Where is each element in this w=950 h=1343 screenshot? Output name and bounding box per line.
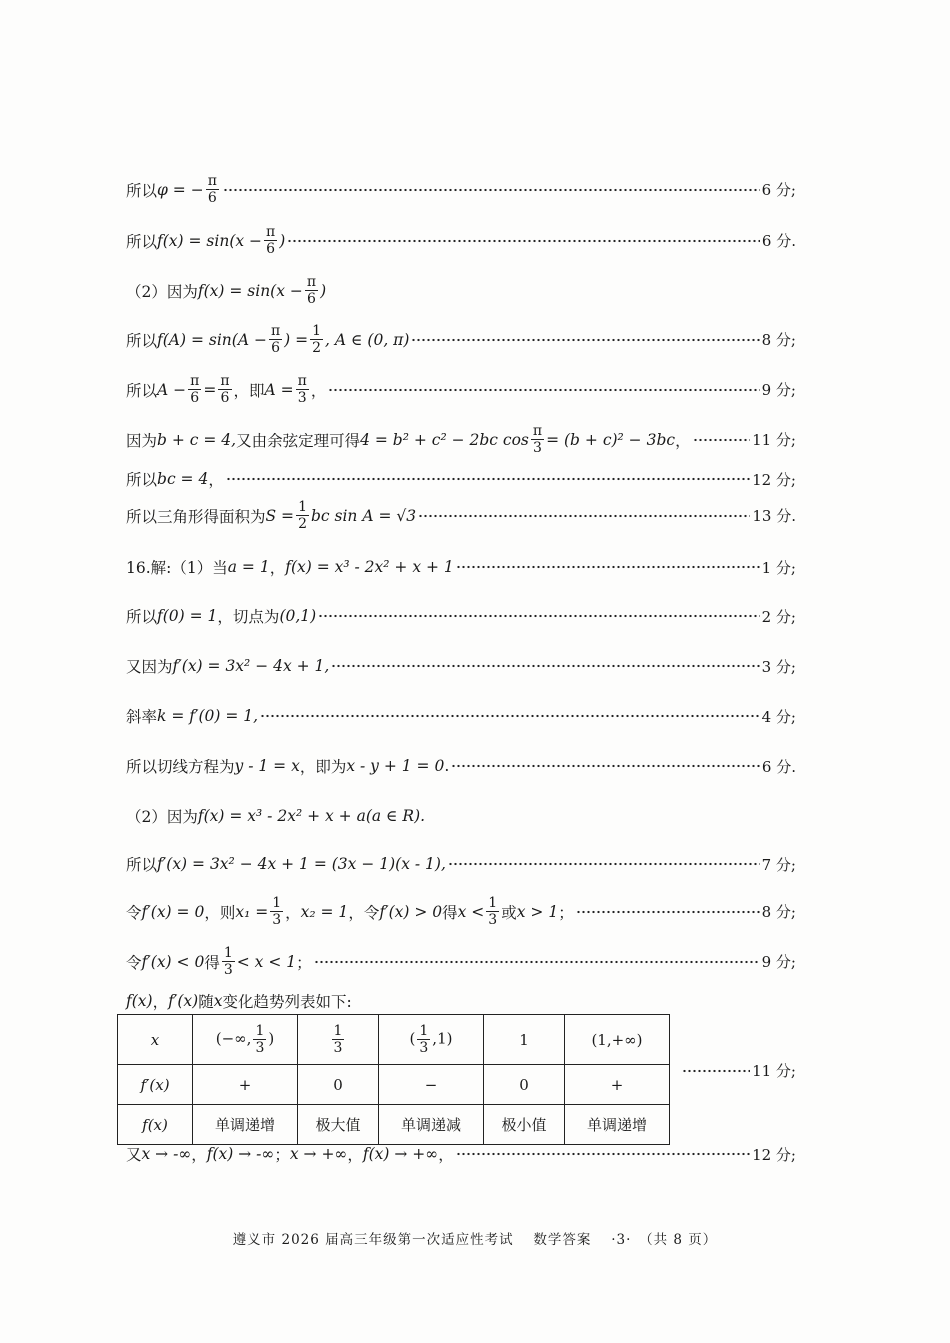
score-label: 11 分; [752,1062,796,1080]
text: 令 [126,903,142,922]
math: 4 = b² + c² − 2bc cos [360,430,529,449]
score-label: 6 分; [761,181,796,199]
math: f(x) = sin(x − [197,281,303,300]
score-label: 6 分. [761,232,796,250]
math: ) [320,281,327,300]
text: ， [269,559,286,577]
text: 所以 [126,856,158,874]
text: ，切点为 [217,608,280,626]
text: ， [285,903,301,922]
answer-line-10 [126,605,796,627]
score-label: 4 分; [761,707,796,726]
text: ， [208,471,224,489]
math: f(x) = x³ - 2x² + x + a(a ∈ R). [197,807,426,825]
text: 所以 [126,381,158,400]
text: 16.解:（1）当 [126,559,228,577]
leader-dots [331,662,759,670]
score-label: 8 分; [761,331,796,349]
text: 或 [501,903,517,922]
table-cell: + [193,1065,298,1105]
answer-line-12 [126,705,796,727]
answer-line-15 [126,853,796,875]
math: x < [457,902,485,921]
fraction: $\frac{\pi}{6}$ [270,323,281,356]
leader-dots [418,512,750,520]
text: ， [310,381,327,400]
text: 所以切线方程为 [126,758,235,776]
math: f(x) = x³ - 2x² + x + 1 [285,558,454,576]
table-cell: − [379,1065,484,1105]
table-score [680,1060,796,1081]
math: a = 1 [227,558,270,576]
text: ， [191,1146,207,1164]
score-label: 2 分; [761,607,796,626]
math: b + c = 4, [157,430,237,449]
score-label: 12 分; [752,1145,796,1164]
math: f′(x) [168,992,199,1010]
text: 所以 [126,181,158,200]
math: f(0) = 1 [157,607,218,625]
leader-dots [260,712,760,720]
answer-line-11 [126,655,796,677]
fraction: $\frac{\pi}{6}$ [190,373,200,406]
answer-line-7 [126,468,796,490]
math: bc = 4 [157,470,209,488]
score-label: 9 分; [761,381,796,399]
leader-dots [318,612,759,620]
table-header-cell: $\frac{1}{3}$ [298,1015,379,1065]
score-label: 7 分; [761,855,796,874]
math: ) = [284,330,309,349]
fraction: $\frac{\pi}{6}$ [266,224,276,257]
fraction: $\frac{\pi}{6}$ [220,373,230,406]
math: f(x) [126,992,153,1010]
table-header-cell: 1 [484,1015,565,1065]
math: x > 1 [516,902,559,921]
text: 斜率 [126,708,158,726]
leader-dots [451,762,760,770]
fraction: $\frac{\pi}{3}$ [297,373,307,406]
variation-table [117,1014,670,1145]
table-header-x: x [118,1015,193,1065]
text: 因为 [126,431,158,450]
answer-line-2 [126,225,796,256]
math: ) [279,231,286,250]
answer-line-6 [126,424,796,455]
leader-dots [456,563,760,571]
text: ； [558,903,574,922]
leader-dots [693,436,750,444]
table-cell: 单调递增 [565,1105,670,1145]
text: ， [152,993,169,1011]
score-label: 13 分. [752,507,796,525]
text: 令 [126,953,142,972]
math: f(A) = sin(A − [157,330,267,349]
text: ，则 [204,903,236,922]
fraction: $\frac{\pi}{6}$ [306,274,317,307]
text: 又 [126,1146,142,1164]
answer-line-13 [126,755,796,777]
answer-line-4 [126,324,796,355]
fraction: $\frac{1}{2}$ [298,499,307,532]
answer-line-8 [126,500,796,531]
text: 得 [442,903,458,922]
math: f′(x) > 0 [379,902,443,921]
table-cell: 0 [484,1065,565,1105]
score-label: 6 分. [761,757,796,776]
text: . [444,757,450,775]
fraction: $\frac{1}{2}$ [312,323,322,356]
table-header-cell: (1,+∞) [565,1015,670,1065]
math: A − [157,380,187,399]
math: φ = − [157,180,204,199]
fraction: $\frac{\pi}{6}$ [207,173,217,206]
math: = [203,380,217,399]
table-row [118,1065,670,1105]
answer-line-9 [126,556,796,578]
leader-dots [287,237,760,245]
table-cell: 单调递增 [193,1105,298,1145]
text: 所以 [126,232,158,251]
table-row-label: f(x) [118,1105,193,1145]
math: y - 1 = x [234,757,300,775]
text: 随 [198,993,214,1011]
math: S = [265,506,295,525]
text: ； [274,1146,290,1164]
text: （2）因为 [126,282,198,301]
math: f(x) → -∞ [206,1145,275,1163]
table-row [118,1105,670,1145]
fraction: $\frac{\pi}{3}$ [532,423,543,456]
answer-line-1 [126,174,796,205]
table-cell: 0 [298,1065,379,1105]
text: ，即为 [299,758,347,776]
leader-dots [226,475,750,483]
text: （2）因为 [126,808,198,826]
text: ， [347,1146,363,1164]
text: 又由余弦定理可得 [236,431,361,450]
table-cell: 单调递减 [379,1105,484,1145]
text: 所以 [126,608,158,626]
math: f′(x) < 0 [141,952,205,971]
table-cell: + [565,1065,670,1105]
answer-line-3 [126,275,796,306]
math: < x < 1 [236,952,297,971]
page-footer: 遵义市 2026 届高三年级第一次适应性考试 数学答案 ·3· （共 8 页） [232,1232,718,1248]
text: 所以三角形得面积为 [126,507,266,526]
score-label: 11 分; [752,431,796,449]
math: f(x) → +∞ [362,1145,439,1163]
table-row-label: f′(x) [118,1065,193,1105]
math: x → +∞ [289,1145,348,1163]
math: x - y + 1 = 0 [346,757,445,775]
table-header-cell: ( $\frac{1}{3}$ ,1) [379,1015,484,1065]
math: = (b + c)² − 3bc [546,430,676,449]
leader-dots [682,1067,750,1075]
math: f′(x) = 0 [141,902,205,921]
fraction: $\frac{1}{3}$ [223,945,233,978]
table-cell: 极大值 [298,1105,379,1145]
text: ， [675,431,691,450]
math: f′(x) = 3x² − 4x + 1, [172,657,330,675]
fraction: $\frac{1}{3}$ [488,895,498,928]
leader-dots [456,1150,750,1158]
math: A = [264,380,294,399]
math: x → -∞ [141,1145,192,1163]
text: 所以 [126,471,158,489]
table-row [118,1015,670,1065]
leader-dots [328,386,759,394]
leader-dots [411,336,759,344]
fraction: $\frac{1}{3}$ [272,895,282,928]
text: 又因为 [126,658,173,676]
text: ； [296,953,312,972]
leader-dots [448,860,760,868]
answer-line-18 [126,990,796,1012]
leader-dots [223,186,760,194]
answer-line-16 [126,896,796,927]
math: , A ∈ (0, π) [325,330,410,349]
score-label: 8 分; [761,903,796,921]
text: 得 [204,953,220,972]
text: ，即 [233,381,265,400]
math: f′(x) = 3x² − 4x + 1 = (3x − 1)(x - 1), [157,855,446,873]
score-label: 12 分; [752,470,796,489]
score-label: 1 分; [761,558,796,577]
answer-line-19 [126,1143,796,1165]
math: bc sin A = √3 [310,506,417,525]
table-cell: 极小值 [484,1105,565,1145]
leader-dots [314,958,760,966]
math: f(x) = sin(x − [157,231,263,250]
answer-line-14 [126,805,796,827]
answer-line-5 [126,374,796,405]
table-header-cell: (−∞, $\frac{1}{3}$ ) [193,1015,298,1065]
math: x [213,992,223,1010]
math: k = f′(0) = 1, [157,707,259,725]
text: ，令 [348,903,380,922]
leader-dots [576,908,760,916]
text: ， [438,1146,454,1164]
math: x₂ = 1 [300,902,349,921]
score-label: 3 分; [761,657,796,676]
text: 所以 [126,331,158,350]
math: (0,1) [279,607,317,625]
math: x₁ = [235,902,269,921]
answer-line-17 [126,946,796,977]
text: 变化趋势列表如下: [222,993,352,1011]
score-label: 9 分; [761,953,796,971]
